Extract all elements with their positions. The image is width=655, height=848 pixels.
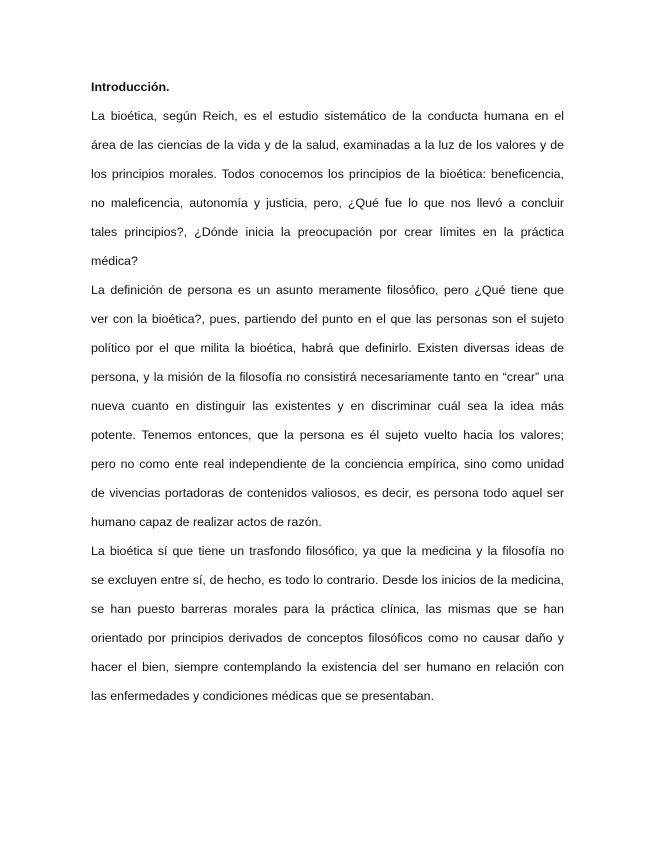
paragraph-line: La bioética sí que tiene un trasfondo filosófico, ya que la medicina y la filosofía no: [91, 544, 564, 558]
paragraph-line: pero no como ente real independiente de la conciencia empírica, sino como unidad: [91, 457, 564, 471]
paragraph-line: ver con la bioética?, pues, partiendo del punto en el que las personas son el sujeto: [91, 312, 564, 326]
paragraph-2: [91, 276, 564, 537]
paragraph-line: área de las ciencias de la vida y de la salud, examinadas a la luz de los valores y de: [91, 138, 564, 152]
paragraph-line: tales principios?, ¿Dónde inicia la preocupación por crear límites en la práctica: [91, 225, 564, 239]
paragraph-line: potente. Tenemos entonces, que la persona es él sujeto vuelto hacia los valores;: [91, 428, 564, 442]
paragraph-line: hacer el bien, siempre contemplando la existencia del ser humano en relación con: [91, 660, 564, 674]
paragraph-3: [91, 537, 564, 711]
paragraph-line: nueva cuanto en distinguir las existentes y en discriminar cuál sea la idea más: [91, 399, 564, 413]
paragraph-1: [91, 102, 564, 276]
document-body: [91, 73, 564, 711]
paragraph-line: las enfermedades y condiciones médicas que se presentaban.: [91, 689, 435, 703]
paragraph-line: La bioética, según Reich, es el estudio sistemático de la conducta humana en el: [91, 109, 564, 123]
paragraph-line: de vivencias portadoras de contenidos valiosos, es decir, es persona todo aquel ser: [91, 486, 564, 500]
paragraph-line: no maleficencia, autonomía y justicia, pero, ¿Qué fue lo que nos llevó a concluir: [91, 196, 564, 210]
paragraph-line: político por el que milita la bioética, habrá que definirlo. Existen diversas ideas de: [91, 341, 564, 355]
paragraph-line: se excluyen entre sí, de hecho, es todo lo contrario. Desde los inicios de la medicina,: [91, 573, 564, 587]
paragraph-line: orientado por principios derivados de conceptos filosóficos como no causar daño y: [91, 631, 564, 645]
section-heading: Introducción.: [91, 80, 170, 94]
paragraph-line: La definición de persona es un asunto meramente filosófico, pero ¿Qué tiene que: [91, 283, 564, 297]
paragraph-line: los principios morales. Todos conocemos los principios de la bioética: beneficencia,: [91, 167, 564, 181]
paragraph-line: médica?: [91, 254, 138, 268]
paragraph-line: humano capaz de realizar actos de razón.: [91, 515, 322, 529]
paragraph-line: se han puesto barreras morales para la práctica clínica, las mismas que se han: [91, 602, 564, 616]
paragraph-line: persona, y la misión de la filosofía no consistirá necesariamente tanto en “crear” una: [91, 370, 564, 384]
